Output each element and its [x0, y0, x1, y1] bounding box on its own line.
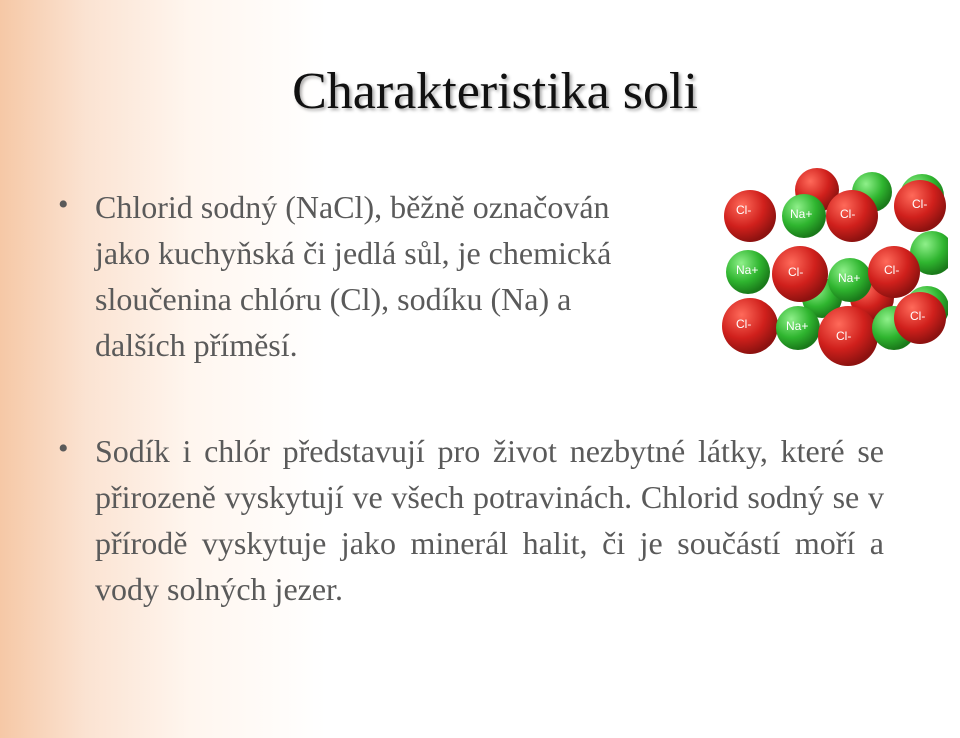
- ion-label: Na+: [736, 263, 759, 277]
- ion-label: Cl-: [736, 203, 752, 217]
- ion-label: Na+: [786, 319, 809, 333]
- ion-label: Cl-: [910, 309, 926, 323]
- ion-label: Cl-: [840, 207, 856, 221]
- nacl-crystal-image: [722, 168, 948, 378]
- ion-label: Na+: [838, 271, 861, 285]
- bullet-marker: •: [58, 188, 69, 221]
- bullet-1: [58, 184, 648, 368]
- bullet-1-text-wrapper: [58, 184, 648, 368]
- ion-label: Na+: [790, 207, 813, 221]
- ion-label: Cl-: [912, 197, 928, 211]
- bullet-2: [58, 428, 884, 612]
- ion-label: Cl-: [736, 317, 752, 331]
- ion-label: Cl-: [884, 263, 900, 277]
- bullet-2-text-wrapper: [58, 428, 884, 612]
- slide-title: Charakteristika soli: [292, 63, 698, 120]
- bullet-marker: •: [58, 432, 69, 465]
- bullet-2-text: Sodík i chlór představují pro život nezbytné látky, které se přirozeně vyskytují ve všech potravinách. Chlorid sodný se v přírodě vyskytuje jako minerál halit, či je součástí moří a vody solných jezer.: [95, 433, 884, 607]
- ion-label: Cl-: [788, 265, 804, 279]
- bullet-1-text: Chlorid sodný (NaCl), běžně označován jako kuchyňská či jedlá sůl, je chemická sloučenina chlóru (Cl), sodíku (Na) a dalších příměsí.: [95, 189, 612, 363]
- ion-label: Cl-: [836, 329, 852, 343]
